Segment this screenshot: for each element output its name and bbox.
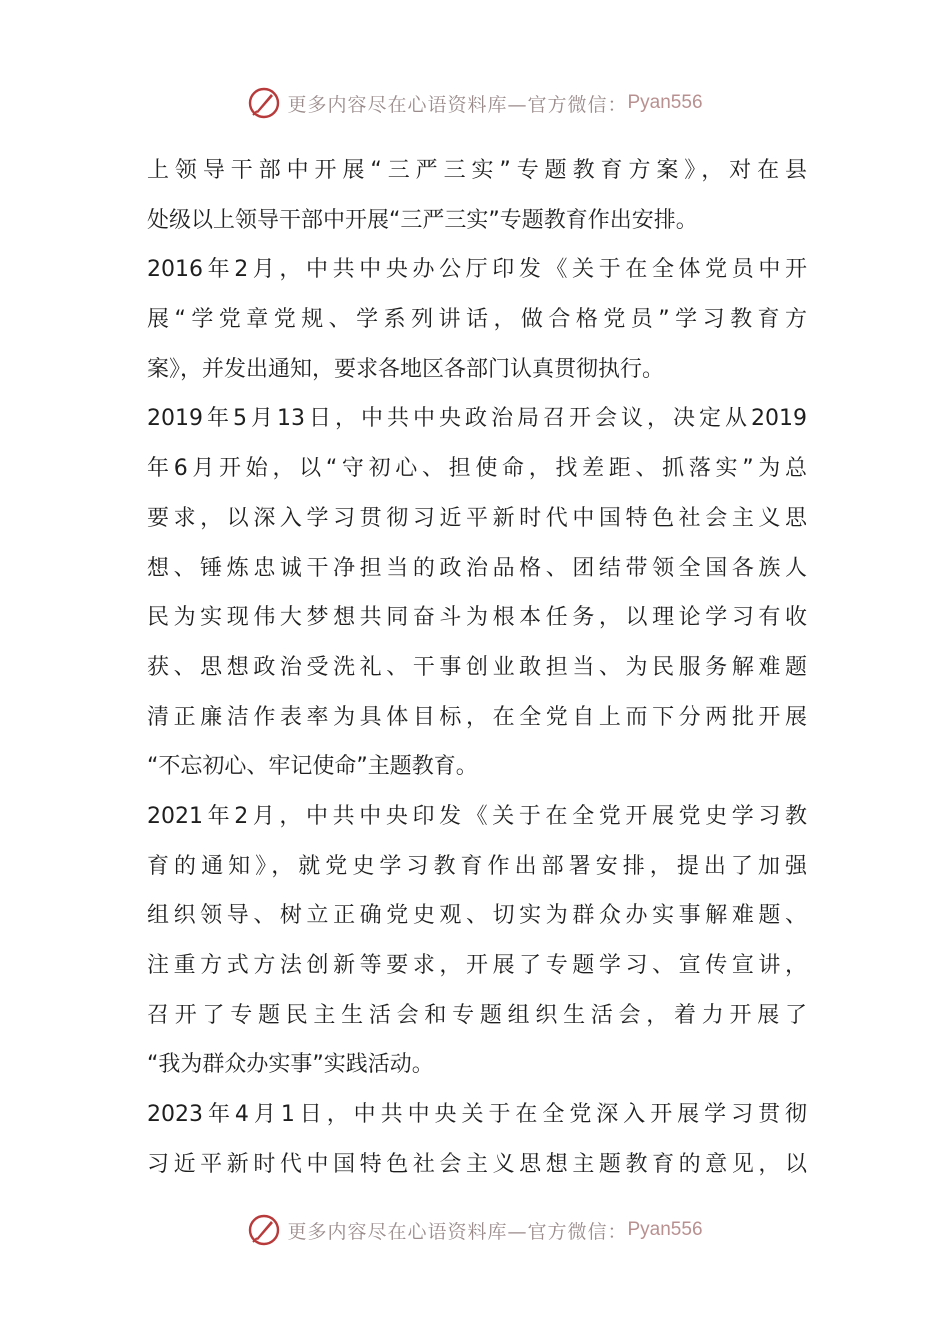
text-line: 清正廉洁作表率为具体目标，在全党自上而下分两批开展 bbox=[147, 704, 807, 730]
text-line: 要求，以深入学习贯彻习近平新时代中国特色社会主义思 bbox=[147, 505, 807, 531]
quill-pen-logo-icon bbox=[247, 86, 281, 120]
quill-pen-logo-icon bbox=[247, 1213, 281, 1247]
text-line: “我为群众办实事”实践活动。 bbox=[147, 1052, 434, 1078]
document-body bbox=[147, 146, 807, 1189]
text-line: 展“学党章党规、学系列讲话，做合格党员”学习教育方 bbox=[147, 307, 807, 333]
text-line: 处级以上领导干部中开展“三严三实”专题教育作出安排。 bbox=[147, 207, 698, 233]
text-line: 2019年5月13日，中共中央政治局召开会议，决定从2019 bbox=[147, 406, 807, 432]
header-banner bbox=[0, 83, 950, 123]
text-line: 想、锤炼忠诚干净担当的政治品格、团结带领全国各族人 bbox=[147, 555, 807, 581]
text-line: 2016年2月，中共中央办公厅印发《关于在全体党员中开 bbox=[147, 257, 807, 283]
text-line: 年6月开始，以“守初心、担使命，找差距、抓落实”为总 bbox=[147, 456, 807, 482]
text-line: 民为实现伟大梦想共同奋斗为根本任务，以理论学习有收 bbox=[147, 605, 807, 631]
text-line: “不忘初心、牢记使命”主题教育。 bbox=[147, 754, 478, 780]
text-line: 上领导干部中开展“三严三实”专题教育方案》，对在县 bbox=[147, 158, 807, 183]
banner-contact: Pyan556 bbox=[627, 1219, 703, 1240]
banner-contact: Pyan556 bbox=[627, 92, 703, 113]
text-line: 育的通知》，就党史学习教育作出部署安排，提出了加强 bbox=[147, 853, 807, 879]
banner-text: 更多内容尽在心语资料库—官方微信： bbox=[287, 93, 628, 116]
text-line: 2021年2月，中共中央印发《关于在全党开展党史学习教 bbox=[147, 803, 807, 829]
text-line: 组织领导、树立正确党史观、切实为群众办实事解难题、 bbox=[147, 903, 807, 929]
text-line: 注重方式方法创新等要求，开展了专题学习、宣传宣讲， bbox=[147, 953, 807, 978]
text-line: 案》，并发出通知，要求各地区各部门认真贯彻执行。 bbox=[147, 356, 665, 382]
text-line: 习近平新时代中国特色社会主义思想主题教育的意见，以 bbox=[147, 1151, 807, 1177]
banner-text: 更多内容尽在心语资料库—官方微信： bbox=[287, 1220, 628, 1243]
footer-banner bbox=[0, 1210, 950, 1250]
text-line: 获、思想政治受洗礼、干事创业敢担当、为民服务解难题 bbox=[147, 654, 807, 680]
text-line: 召开了专题民主生活会和专题组织生活会，着力开展了 bbox=[147, 1002, 807, 1028]
text-line: 2023年4月1日，中共中央关于在全党深入开展学习贯彻 bbox=[147, 1102, 807, 1128]
